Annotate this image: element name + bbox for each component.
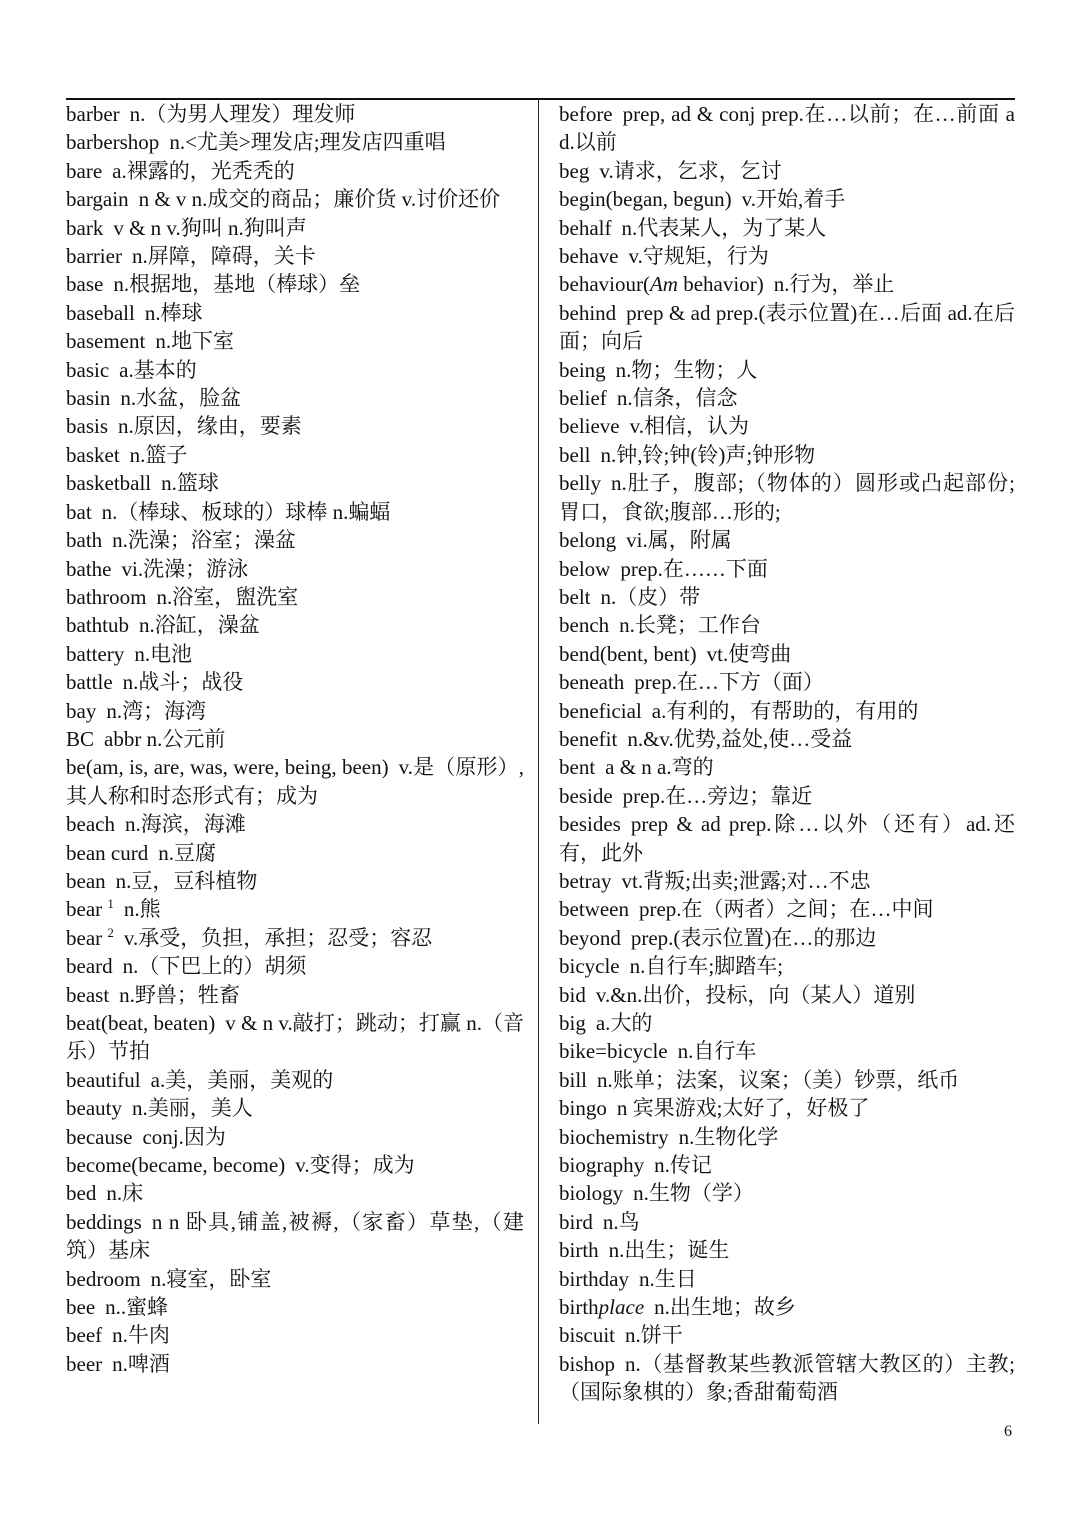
- dictionary-entry: [66, 555, 524, 583]
- dictionary-entry: [559, 640, 1015, 668]
- entry-definition: n.洗澡；浴室；澡盆: [112, 528, 296, 553]
- entry-headword: bishop: [559, 1351, 616, 1376]
- entry-headword: benefit: [559, 726, 618, 751]
- entry-definition: n.代表某人，为了某人: [621, 215, 827, 240]
- entry-headword: bark: [66, 215, 104, 240]
- dictionary-entry: [559, 1094, 1015, 1122]
- entry-definition: n.啤酒: [112, 1351, 170, 1376]
- dictionary-entry: [559, 867, 1015, 895]
- entry-definition: a.大的: [595, 1011, 653, 1035]
- entry-headword: besides: [559, 812, 621, 837]
- dictionary-entry: [66, 214, 524, 242]
- entry-headword: belong: [559, 528, 617, 553]
- dictionary-entry: [559, 526, 1015, 554]
- dictionary-entry: [559, 668, 1015, 696]
- entry-headword: being: [559, 357, 606, 382]
- entry-definition: n.信条，信念: [616, 386, 738, 411]
- entry-definition: n.（皮）带: [600, 584, 701, 609]
- entry-headword: bath: [66, 528, 103, 553]
- entry-definition: n.豆，豆科植物: [115, 868, 258, 893]
- dictionary-entry: [66, 1293, 524, 1321]
- entry-definition: conj.因为: [142, 1124, 226, 1149]
- dictionary-entry: [559, 100, 1015, 157]
- dictionary-entry: [559, 952, 1015, 980]
- dictionary-entry: [66, 583, 524, 611]
- dictionary-entry: [559, 242, 1015, 270]
- entry-headword: behaviour(Am behavior): [559, 272, 764, 297]
- dictionary-entry: [66, 526, 524, 554]
- dictionary-entry: [66, 611, 524, 639]
- dictionary-entry: [66, 185, 524, 213]
- dictionary-entry: [66, 100, 524, 128]
- entry-headword: below: [559, 556, 611, 581]
- entry-definition: v.是（原形）,其人称和时态形式有；成为: [66, 755, 524, 808]
- entry-headword: barrier: [66, 244, 122, 269]
- dictionary-entry: [66, 1066, 524, 1094]
- page-number: 6: [1004, 1423, 1012, 1440]
- entry-headword: BC: [66, 726, 95, 751]
- entry-definition: prep.(表示位置)在…的那边: [630, 925, 877, 950]
- entry-definition: n.野兽；牲畜: [119, 982, 240, 1007]
- entry-headword: basket: [66, 442, 120, 467]
- entry-definition: n.账单；法案，议案；（美）钞票，纸币: [597, 1067, 960, 1092]
- dictionary-entry: [559, 1321, 1015, 1349]
- entry-headword: bingo: [559, 1096, 607, 1121]
- dictionary-entry: [66, 327, 524, 355]
- entry-headword: big: [559, 1011, 586, 1035]
- entry-definition: n.钟,铃;钟(铃)声;钟形物: [600, 442, 816, 467]
- dictionary-entry: [66, 299, 524, 327]
- entry-definition: vi.属，附属: [626, 528, 732, 553]
- entry-headword: beast: [66, 982, 110, 1007]
- entry-headword: basement: [66, 329, 146, 354]
- dictionary-entry: [66, 924, 524, 952]
- entry-definition: n.（棒球、板球的）球棒 n.蝙蝠: [101, 499, 391, 524]
- dictionary-entry: [559, 270, 1015, 298]
- entry-definition: n.传记: [654, 1153, 712, 1178]
- entry-headword: basin: [66, 386, 111, 411]
- entry-definition: n.牛肉: [112, 1323, 170, 1348]
- entry-definition: vi.洗澡；游泳: [121, 556, 249, 581]
- entry-definition: v.变得；成为: [295, 1153, 415, 1178]
- entry-definition: n.电池: [134, 641, 193, 666]
- entry-definition: n.根据地，基地（棒球）垒: [113, 272, 361, 297]
- entry-headword: base: [66, 272, 104, 297]
- entry-headword: bare: [66, 158, 103, 183]
- entry-definition: n.湾；海湾: [106, 698, 207, 723]
- entry-headword: battle: [66, 670, 113, 695]
- entry-definition: vt.背叛;出卖;泄露;对…不忠: [621, 868, 871, 893]
- entry-headword: behind: [559, 300, 617, 325]
- dictionary-entry: [559, 1009, 1015, 1037]
- entry-definition: prep.在…旁边；靠近: [622, 783, 813, 808]
- column-divider: [538, 98, 539, 1424]
- dictionary-entry: [559, 356, 1015, 384]
- dictionary-entry: [66, 839, 524, 867]
- entry-definition: n.出生；诞生: [608, 1238, 730, 1263]
- dictionary-entry: [66, 356, 524, 384]
- entry-definition: v.相信，认为: [629, 414, 750, 439]
- entry-headword: bathroom: [66, 584, 147, 609]
- entry-headword: beard: [66, 954, 113, 979]
- entry-definition: prep, ad & conj prep.在…以前；在…前面 ad.以前: [559, 102, 1015, 155]
- entry-definition: a.有利的，有帮助的，有用的: [651, 698, 919, 723]
- entry-definition: n.熊: [123, 897, 161, 922]
- entry-headword: bill: [559, 1067, 588, 1092]
- dictionary-entry: [66, 725, 524, 753]
- dictionary-entry: [559, 725, 1015, 753]
- dictionary-entry: [66, 981, 524, 1009]
- entry-definition: n.（基督教某些教派管辖大教区的）主教;（国际象棋的）象;香甜葡萄酒: [559, 1351, 1015, 1405]
- entry-definition: n.浴缸，澡盆: [139, 613, 260, 638]
- entry-headword: begin(began, begun): [559, 187, 732, 212]
- entry-definition: prep.在（两者）之间；在…中间: [638, 897, 934, 922]
- dictionary-entry: [66, 242, 524, 270]
- entry-definition: n.地下室: [155, 329, 235, 354]
- dictionary-entry: [66, 1208, 524, 1265]
- entry-headword: bedroom: [66, 1266, 141, 1291]
- entry-definition: n.棒球: [144, 300, 203, 325]
- entry-definition: n.自行车;脚踏车;: [629, 954, 784, 979]
- dictionary-entry: [559, 157, 1015, 185]
- entry-definition: v.请求，乞求，乞讨: [599, 158, 782, 183]
- homonym-number: 1: [107, 896, 114, 912]
- entry-headword: bear $^2$: [66, 924, 114, 950]
- dictionary-entry: [559, 299, 1015, 356]
- entry-definition: v.&n.出价，投标，向（某人）道别: [595, 982, 916, 1007]
- dictionary-entry: [66, 952, 524, 980]
- entry-headword: between: [559, 897, 629, 922]
- entry-headword: beyond: [559, 925, 621, 950]
- entry-headword: biscuit: [559, 1323, 615, 1348]
- entry-definition: vt.使弯曲: [706, 641, 792, 666]
- entry-headword: bathe: [66, 556, 112, 581]
- dictionary-entry: [66, 867, 524, 895]
- dictionary-entry: [559, 1037, 1015, 1065]
- entry-definition: n.床: [106, 1181, 144, 1206]
- entry-definition: n.生日: [638, 1266, 697, 1291]
- entry-headword: battery: [66, 641, 125, 666]
- dictionary-entry: [66, 1123, 524, 1151]
- entry-headword: biography: [559, 1153, 645, 1178]
- entry-headword: bee: [66, 1295, 96, 1320]
- entry-definition: n.物；生物；人: [615, 357, 758, 382]
- entry-headword: betray: [559, 868, 612, 893]
- dictionary-entry: [559, 441, 1015, 469]
- entry-definition: n.生物（学）: [633, 1181, 754, 1206]
- entry-headword: beg: [559, 158, 590, 183]
- entry-definition: n.出生地；故乡: [654, 1295, 796, 1320]
- entry-definition: prep & ad prep.(表示位置)在…后面 ad.在后面；向后: [559, 300, 1015, 354]
- dictionary-entry: [66, 128, 524, 156]
- entry-headword: bed: [66, 1181, 97, 1206]
- dictionary-entry: [66, 810, 524, 838]
- entry-headword: baseball: [66, 300, 135, 325]
- entry-definition: n.原因，缘由，要素: [118, 414, 302, 439]
- entry-definition: n.鸟: [602, 1209, 640, 1234]
- entry-definition: n.海滨，海滩: [124, 812, 246, 837]
- right-column: [559, 100, 1015, 1407]
- dictionary-entry: [559, 412, 1015, 440]
- entry-headword: beef: [66, 1323, 103, 1348]
- entry-headword: basis: [66, 414, 108, 439]
- entry-definition: n.篮球: [161, 471, 219, 496]
- entry-definition: n 宾果游戏;太好了，好极了: [616, 1096, 870, 1121]
- entry-headword: biology: [559, 1181, 624, 1206]
- dictionary-entry: [559, 810, 1015, 867]
- entry-headword: behave: [559, 244, 619, 269]
- dictionary-entry: [66, 1265, 524, 1293]
- entry-headword: beddings: [66, 1209, 142, 1234]
- entry-definition: n.浴室，盥洗室: [156, 584, 299, 609]
- entry-headword: bench: [559, 613, 610, 638]
- dictionary-entry: [66, 270, 524, 298]
- entry-definition: a.裸露的，光秃秃的: [112, 158, 295, 183]
- entry-definition: prep & ad prep.除…以外（还有）ad.还有，此外: [559, 812, 1015, 865]
- homonym-number: 2: [107, 924, 114, 940]
- dictionary-entry: [66, 1009, 524, 1066]
- entry-headword: bargain: [66, 187, 129, 212]
- entry-definition: n.自行车: [677, 1039, 757, 1064]
- dictionary-entry: [66, 668, 524, 696]
- dictionary-entry: [559, 583, 1015, 611]
- dictionary-entry: [66, 412, 524, 440]
- entry-definition: n.肚子，腹部;（物体的）圆形或凸起部份;胃口，食欲;腹部…形的;: [559, 471, 1015, 524]
- dictionary-entry: [559, 782, 1015, 810]
- entry-headword: bent: [559, 755, 596, 780]
- entry-headword: birthday: [559, 1266, 629, 1291]
- entry-headword: bend(bent, bent): [559, 641, 697, 666]
- entry-headword: bean: [66, 868, 106, 893]
- entry-headword: birth: [559, 1238, 599, 1263]
- entry-definition: n.<尤美>理发店;理发店四重唱: [169, 130, 446, 155]
- entry-headword: bathtub: [66, 613, 129, 638]
- dictionary-entry: [66, 753, 524, 810]
- dictionary-entry: [66, 1094, 524, 1122]
- dictionary-entry: [559, 1179, 1015, 1207]
- dictionary-entry: [559, 981, 1015, 1009]
- entry-definition: v & n v.狗叫 n.狗叫声: [113, 215, 307, 240]
- dictionary-entry: [66, 895, 524, 923]
- entry-headword: be(am, is, are, was, were, being, been): [66, 755, 389, 780]
- dictionary-entry: [559, 697, 1015, 725]
- entry-headword: beneath: [559, 670, 625, 695]
- dictionary-entry: [559, 924, 1015, 952]
- dictionary-entry: [559, 384, 1015, 412]
- dictionary-entry: [559, 1265, 1015, 1293]
- entry-headword: belly: [559, 471, 601, 496]
- entry-definition: n.美丽，美人: [131, 1096, 253, 1121]
- dictionary-entry: [66, 469, 524, 497]
- entry-definition: prep.在……下面: [620, 556, 768, 581]
- entry-headword: bay: [66, 698, 97, 723]
- entry-definition: n.行为，举止: [773, 272, 895, 297]
- dictionary-entry: [559, 1350, 1015, 1407]
- entry-definition: n.饼干: [625, 1323, 683, 1348]
- dictionary-entry: [66, 1151, 524, 1179]
- dictionary-entry: [559, 1293, 1015, 1321]
- dictionary-entry: [559, 1208, 1015, 1236]
- entry-definition: n.（为男人理发）理发师: [129, 102, 356, 126]
- dictionary-entry: [66, 157, 524, 185]
- dictionary-entry: [559, 1151, 1015, 1179]
- entry-headword: beach: [66, 812, 115, 837]
- dictionary-entry: [559, 555, 1015, 583]
- entry-headword: because: [66, 1124, 133, 1149]
- entry-headword: belief: [559, 386, 607, 411]
- entry-headword: barbershop: [66, 130, 160, 155]
- entry-definition: n.战斗；战役: [122, 670, 244, 695]
- entry-headword: beautiful: [66, 1067, 141, 1092]
- entry-definition: v.守规矩，行为: [628, 244, 769, 269]
- dictionary-entry: [66, 441, 524, 469]
- entry-headword: biochemistry: [559, 1124, 669, 1149]
- entry-definition: prep.在…下方（面）: [634, 670, 824, 695]
- dictionary-entry: [66, 1179, 524, 1207]
- entry-definition: n.篮子: [129, 442, 188, 467]
- entry-definition: a & n a.弯的: [605, 755, 714, 780]
- dictionary-entry: [559, 753, 1015, 781]
- entry-headword: bat: [66, 499, 92, 524]
- entry-headword: bid: [559, 982, 586, 1007]
- dictionary-entry: [559, 1236, 1015, 1264]
- dictionary-entry: [66, 640, 524, 668]
- entry-definition: n.（下巴上的）胡须: [122, 954, 307, 979]
- entry-definition: v.开始,着手: [741, 187, 846, 212]
- entry-definition: a.基本的: [119, 357, 197, 382]
- entry-headword: bear $^1$: [66, 896, 114, 922]
- entry-headword: before: [559, 102, 613, 126]
- entry-definition: n.&v.优势,益处,使…受益: [627, 726, 853, 751]
- dictionary-entry: [66, 1321, 524, 1349]
- left-column: [66, 100, 524, 1378]
- dictionary-entry: [559, 1123, 1015, 1151]
- entry-definition: v & n v.敲打；跳动；打赢 n.（音乐）节拍: [66, 1011, 524, 1064]
- entry-definition: n.屏障，障碍，关卡: [131, 244, 316, 269]
- entry-headword: beat(beat, beaten): [66, 1011, 216, 1035]
- entry-definition: n.豆腐: [158, 840, 216, 865]
- entry-headword: beside: [559, 783, 613, 808]
- dictionary-entry: [559, 469, 1015, 526]
- entry-headword: bean curd: [66, 840, 149, 865]
- entry-headword: beauty: [66, 1096, 122, 1121]
- entry-definition: a.美，美丽，美观的: [150, 1067, 334, 1092]
- dictionary-entry: [66, 384, 524, 412]
- entry-headword: behalf: [559, 215, 612, 240]
- entry-definition: n.寝室，卧室: [150, 1266, 272, 1291]
- dictionary-entry: [559, 214, 1015, 242]
- entry-headword: become(became, become): [66, 1153, 286, 1178]
- dictionary-entry: [66, 498, 524, 526]
- entry-definition: n.水盆，脸盆: [120, 386, 242, 411]
- dictionary-entry: [559, 895, 1015, 923]
- entry-headword: belt: [559, 584, 591, 609]
- entry-definition: n & v n.成交的商品；廉价货 v.讨价还价: [138, 187, 501, 212]
- dictionary-entry: [559, 611, 1015, 639]
- entry-definition: abbr n.公元前: [104, 726, 226, 751]
- entry-definition: n.生物化学: [678, 1124, 779, 1149]
- entry-definition: n..蜜蜂: [105, 1295, 169, 1320]
- entry-headword: basic: [66, 357, 110, 382]
- entry-headword: bike=bicycle: [559, 1039, 668, 1064]
- dictionary-entry: [66, 1350, 524, 1378]
- entry-headword: bird: [559, 1209, 593, 1234]
- entry-definition: n n 卧具,铺盖,被褥,（家畜）草垫,（建筑）基床: [66, 1209, 524, 1263]
- dictionary-entry: [559, 1066, 1015, 1094]
- dictionary-entry: [559, 185, 1015, 213]
- entry-headword: bell: [559, 442, 591, 467]
- dictionary-entry: [66, 697, 524, 725]
- entry-headword: birthplace: [559, 1295, 645, 1320]
- entry-headword: bicycle: [559, 954, 620, 979]
- entry-headword: beer: [66, 1351, 103, 1376]
- entry-headword: basketball: [66, 471, 152, 496]
- entry-headword: believe: [559, 414, 620, 439]
- entry-headword: barber: [66, 102, 120, 126]
- entry-headword: beneficial: [559, 698, 642, 723]
- entry-definition: n.长凳；工作台: [619, 613, 761, 638]
- entry-definition: v.承受，负担，承担；忍受；容忍: [123, 925, 433, 950]
